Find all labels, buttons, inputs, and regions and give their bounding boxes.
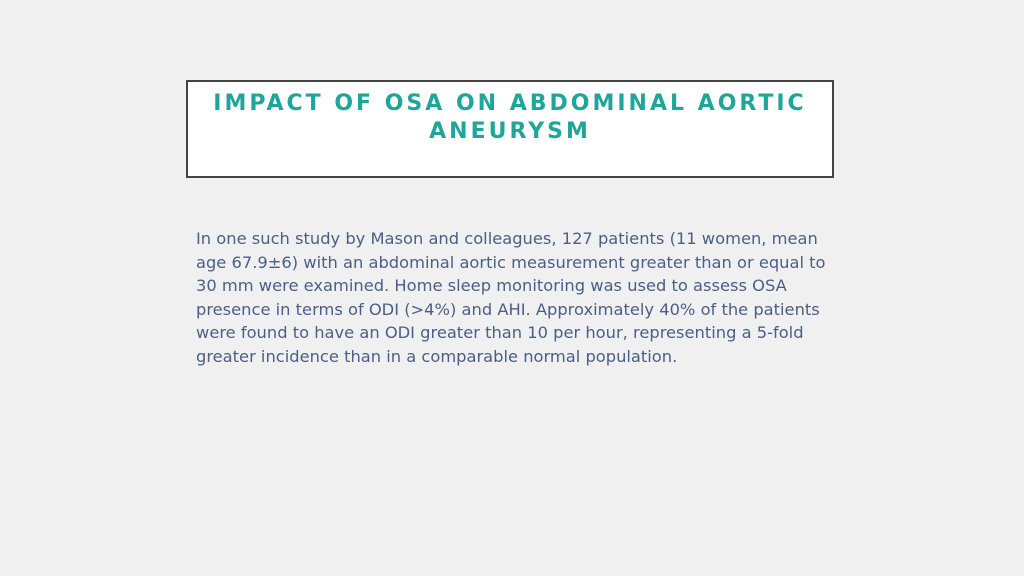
slide-body-text: In one such study by Mason and colleagues, 127 patients (11 women, mean age 67.9±6) with an abdominal aortic measurement greater than or equal to 30 mm were examined. Home sleep monitoring was used to assess OSA presence in terms of ODI (>4%) and AHI. Approximately 40% of the patients were found to have an ODI greater than 10 per hour, representing a 5-fold greater incidence than in a comparable normal population. [196,229,826,366]
slide-title: IMPACT OF OSA ON ABDOMINAL AORTIC ANEURYSM [213,91,807,144]
title-box [186,80,834,178]
